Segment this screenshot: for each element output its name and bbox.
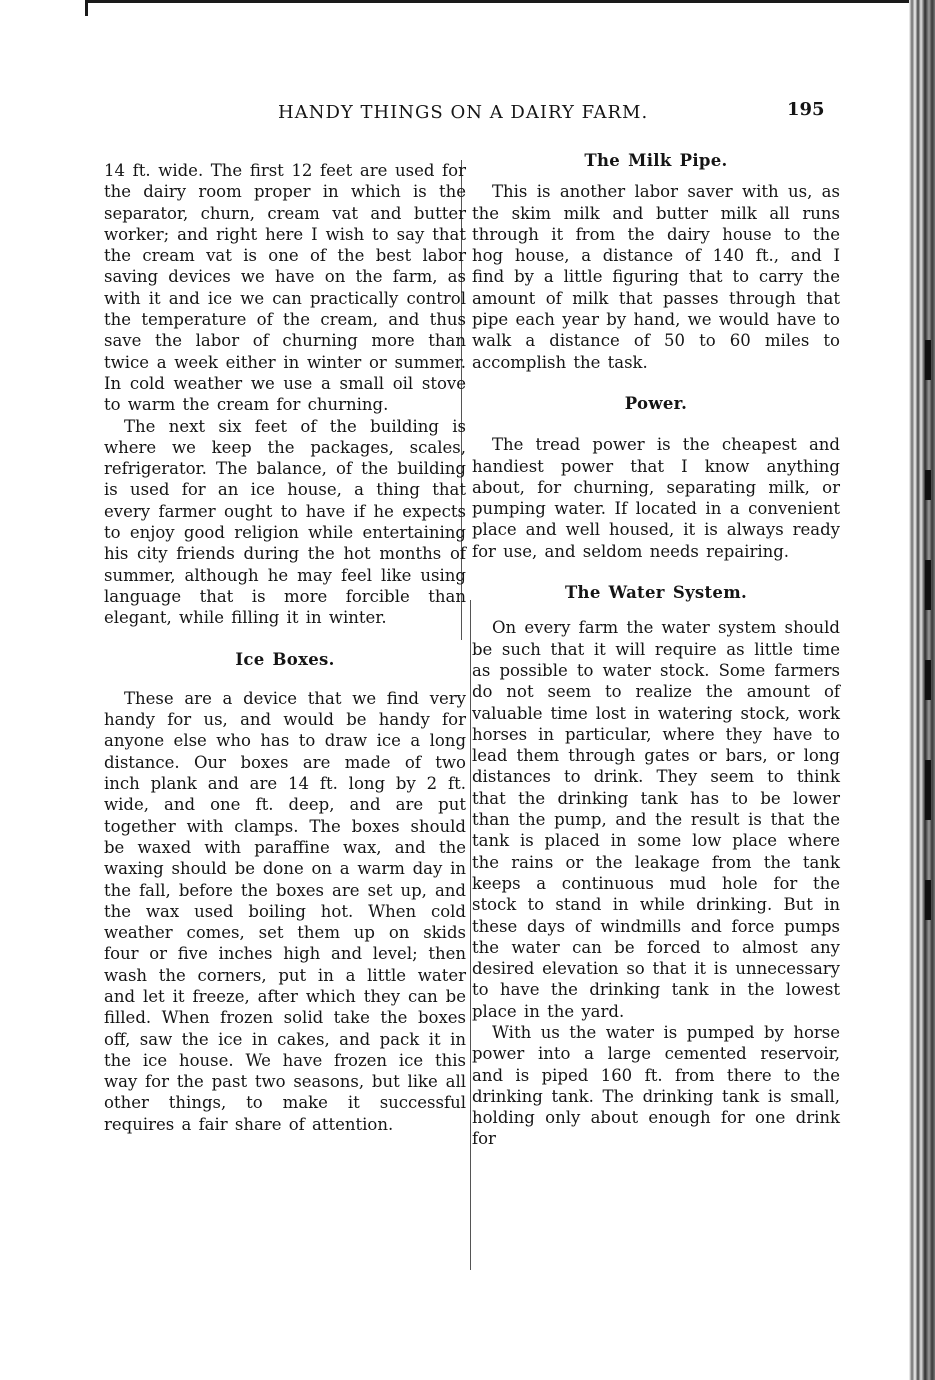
column-rule bbox=[470, 600, 471, 1270]
right-column bbox=[472, 150, 840, 1150]
scan-mark bbox=[925, 560, 931, 610]
body-paragraph: The tread power is the cheapest and handiest power that I know anything about, for churning, separating milk, or pumping water. If located in a convenient place and well housed, it is always ready for use, and seldom needs repairing. bbox=[472, 435, 840, 561]
scan-edge-left bbox=[85, 0, 88, 16]
body-paragraph: This is another labor saver with us, as the skim milk and butter milk all runs through it from the dairy house to the hog house, a distance of 140 ft., and I find by a little figuring that to carry the amount of milk that passes through that pipe each year by hand, we would have to walk a distance of 50 to 60 miles to accomplish the task. bbox=[472, 182, 840, 372]
section-heading-milk-pipe: The Milk Pipe. bbox=[584, 151, 728, 170]
scan-edge-right bbox=[909, 0, 935, 1380]
body-paragraph: These are a device that we find very handy for us, and would be handy for anyone else who has to draw ice a long distance. Our boxes are made of two inch plank and are 14 ft. long by 2 ft. wide, and one ft. deep, and are put together with clamps. The boxes should be waxed with paraffine wax, and the waxing should be done on a warm day in the fall, before the boxes are set up, and the wax used boiling hot. When cold weather comes, set them up on skids four or five inches high and level; then wash the corners, put in a little water and let it freeze, after which they can be filled. When frozen solid take the boxes off, saw the ice in cakes, and pack it in the ice house. We have frozen ice this way for the past two seasons, but like all other things, to make it successful requires a fair share of attention. bbox=[104, 688, 466, 1134]
scan-edge-top bbox=[85, 0, 935, 3]
section-heading-ice-boxes: Ice Boxes. bbox=[235, 649, 335, 669]
section-heading-power: Power. bbox=[624, 393, 688, 413]
scan-mark bbox=[925, 880, 931, 920]
page-number: 195 bbox=[787, 99, 825, 120]
body-paragraph: On every farm the water system should be such that it will require as little time as possible to water stock. Some farmers do not seem to realize the amount of valuable time lost in watering stock, work horses in particular, where they have to lead them through gates or bars, or long distances to drink. They seem to think that the drinking tank has to be lower than the pump, and the result is that the tank is placed in some low place where the rains or the leakage from the tank keeps a continuous mud hole for the stock to stand in while drinking. But in these days of windmills and force pumps the water can be forced to almost any desired elevation so that it is unnecessary to have the drinking tank in the lowest place in the yard. bbox=[472, 618, 840, 1021]
scan-mark bbox=[925, 760, 931, 820]
scan-mark bbox=[925, 340, 931, 380]
section-heading-water-system: The Water System. bbox=[564, 583, 748, 603]
left-column bbox=[104, 160, 466, 1135]
running-title: HANDY THINGS ON A DAIRY FARM. bbox=[278, 102, 649, 123]
body-paragraph: 14 ft. wide. The first 12 feet are used for the dairy room proper in which is the separator, churn, cream vat and butter worker; and right here I wish to say that the cream vat is one of the best labor saving devices we have on the farm, as with it and ice we can practically control the temperature of the cream, and thus save the labor of churning more than twice a week either in winter or summer. In cold weather we use a small oil stove to warm the cream for churning. bbox=[104, 161, 466, 415]
body-paragraph: The next six feet of the building is where we keep the packages, scales, refrigerator. The balance, of the building is used for an ice house, a thing that every farmer ought to have if he expects to enjoy good religion while entertaining his city friends during the hot months of summer, although he may feel like using language that is more forcible than elegant, while filling it in winter. bbox=[104, 416, 466, 628]
scan-mark bbox=[925, 660, 931, 700]
body-paragraph: With us the water is pumped by horse power into a large cemented reservoir, and is piped 160 ft. from there to the drinking tank. The drinking tank is small, holding only about enough for one drink for bbox=[472, 1022, 840, 1149]
scan-mark bbox=[925, 470, 931, 500]
